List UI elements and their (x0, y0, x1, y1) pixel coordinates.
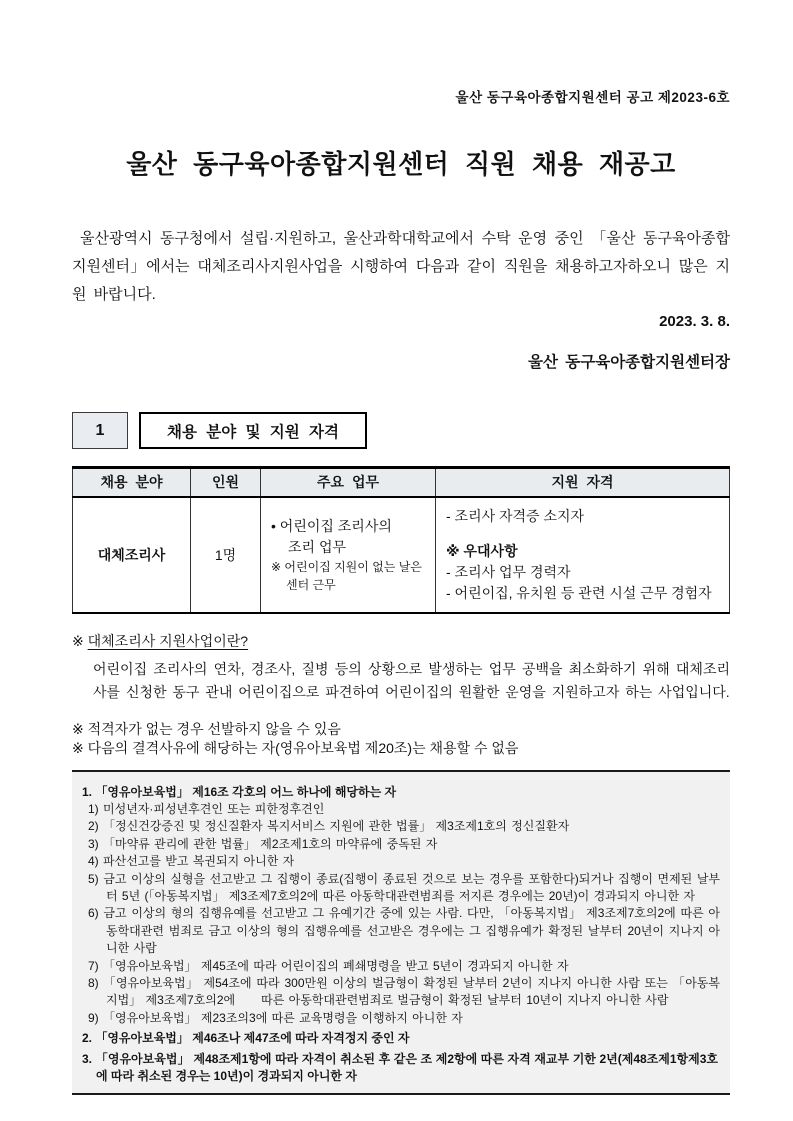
disqualification-box (72, 770, 730, 1096)
col-header-field: 채용 분야 (73, 468, 191, 497)
intro-paragraph: 울산광역시 동구청에서 설립·지원하고, 울산과학대학교에서 수탁 운영 중인 「울산 동구육아종합지원센터」에서는 대체조리사지원사업을 시행하여 다음과 같이 직원을 채용하고자하오니 많은 지원 바랍니다. (72, 230, 730, 303)
disqualification-item: 1) 미성년자·피성년후견인 또는 피한정후견인 (88, 801, 325, 816)
disqualification-item: 3. 「영유아보육법」 제48조제1항에 따라 자격이 취소된 후 같은 조 제2항에 따른 자격 재교부 기한 2년(제48조제1항제3호에 따라 취소된 경우는 10년)이 경과되지 아니한 자 (82, 1051, 718, 1083)
col-header-qualification: 지원 자격 (436, 468, 730, 497)
qualification-line: - 어린이집, 유치원 등 관련 시설 근무 경험자 (446, 584, 712, 601)
disqualification-item: 1. 「영유아보육법」 제16조 각호의 어느 하나에 해당하는 자 (82, 784, 397, 799)
remark-no-selection: ※ 적격자가 없는 경우 선발하지 않을 수 있음 (72, 720, 341, 737)
disqualification-item: 2) 「정신건강증진 및 정신질환자 복지서비스 지원에 관한 법률」 제3조제1호의 정신질환자 (88, 819, 570, 834)
duty-line: 조리 업무 (288, 538, 346, 555)
program-definition-body: 어린이집 조리사의 연차, 경조사, 질병 등의 상황으로 발생하는 업무 공백을 최소화하기 위해 대체조리사를 신청한 동구 관내 어린이집으로 파견하여 어린이집의 원활한 운영을 지원하고자 하는 사업입니다. (93, 660, 730, 700)
program-definition-title (72, 631, 730, 651)
program-definition-title-text: 대체조리사 지원사업이란? (87, 632, 249, 649)
cell-count: 1명 (191, 497, 261, 613)
cell-field: 대체조리사 (73, 497, 191, 613)
doc-signer: 울산 동구육아종합지원센터장 (528, 354, 730, 371)
disqualification-item: 6) 금고 이상의 형의 집행유예를 선고받고 그 유예기간 중에 있는 사람. 다만, 「아동복지법」 제3조제7호의2에 따른 아동학대관련 범죄로 금고 이상의 형의 집행유예를 선고받은 경우에는 그 집행유예가 확정된 날부터 20년이 지나지 아니한 사람 (88, 906, 720, 956)
doc-number: 울산 동구육아종합지원센터 공고 제2023-6호 (455, 90, 730, 105)
duty-line: ※ 어린이집 지원이 없는 날은 (271, 559, 422, 574)
disqualification-item: 8) 「영유아보육법」 제54조에 따라 300만원 이상의 벌금형이 확정된 날부터 2년이 지나지 아니한 사람 또는 「아동복지법」 제3조제7호의2에 따른 아동학대관련범죄로 벌금형이 확정된 날부터 10년이 지나지 아니한 사람 (88, 975, 720, 1008)
col-header-count: 인원 (191, 468, 261, 497)
qualification-line: ※ 우대사항 (446, 542, 518, 559)
section-1-title: 채용 분야 및 지원 자격 (139, 412, 367, 449)
cell-duties (261, 497, 436, 613)
qualification-line: - 조리사 자격증 소지자 (446, 507, 585, 524)
table-row (73, 497, 730, 613)
table-header-row (73, 468, 730, 497)
disqualification-item: 7) 「영유아보육법」 제45조에 따라 어린이집의 폐쇄명령을 받고 5년이 경과되지 아니한 자 (88, 958, 569, 973)
disqualification-item: 3) 「마약류 관리에 관한 법률」 제2조제1호의 마약류에 중독된 자 (88, 836, 438, 851)
asterisk-mark: ※ (72, 632, 84, 649)
disqualification-item: 2. 「영유아보육법」 제46조나 제47조에 따라 자격정지 중인 자 (82, 1031, 410, 1046)
section-1-number-box: 1 (72, 412, 128, 449)
duty-line: • 어린이집 조리사의 (271, 517, 392, 534)
disqualification-item: 4) 파산선고를 받고 복권되지 아니한 자 (88, 854, 295, 869)
page-title: 울산 동구육아종합지원센터 직원 채용 재공고 (126, 149, 676, 179)
recruitment-table (72, 466, 730, 614)
col-header-duty: 주요 업무 (261, 468, 436, 497)
duty-line: 센터 근무 (286, 577, 336, 592)
disqualification-item: 5) 금고 이상의 실형을 선고받고 그 집행이 종료(집행이 종료된 것으로 보는 경우를 포함한다)되거나 집행이 면제된 날부터 5년 (「아동복지법」 제3조제7호의2에 따른 아동학대관련범죄를 저지른 경우에는 20년)이 경과되지 아니한 자 (88, 871, 720, 903)
cell-qualifications (436, 497, 730, 613)
qualification-line (446, 527, 723, 541)
doc-date: 2023. 3. 8. (659, 313, 730, 330)
remark-disqualification: ※ 다음의 결격사유에 해당하는 자(영유아보육법 제20조)는 채용할 수 없음 (72, 739, 519, 756)
disqualification-item: 9) 「영유아보육법」 제23조의3에 따른 교육명령을 이행하지 아니한 자 (88, 1010, 463, 1025)
remarks (72, 720, 730, 757)
section-1-header (72, 412, 730, 449)
qualification-line: - 조리사 업무 경력자 (446, 563, 571, 580)
